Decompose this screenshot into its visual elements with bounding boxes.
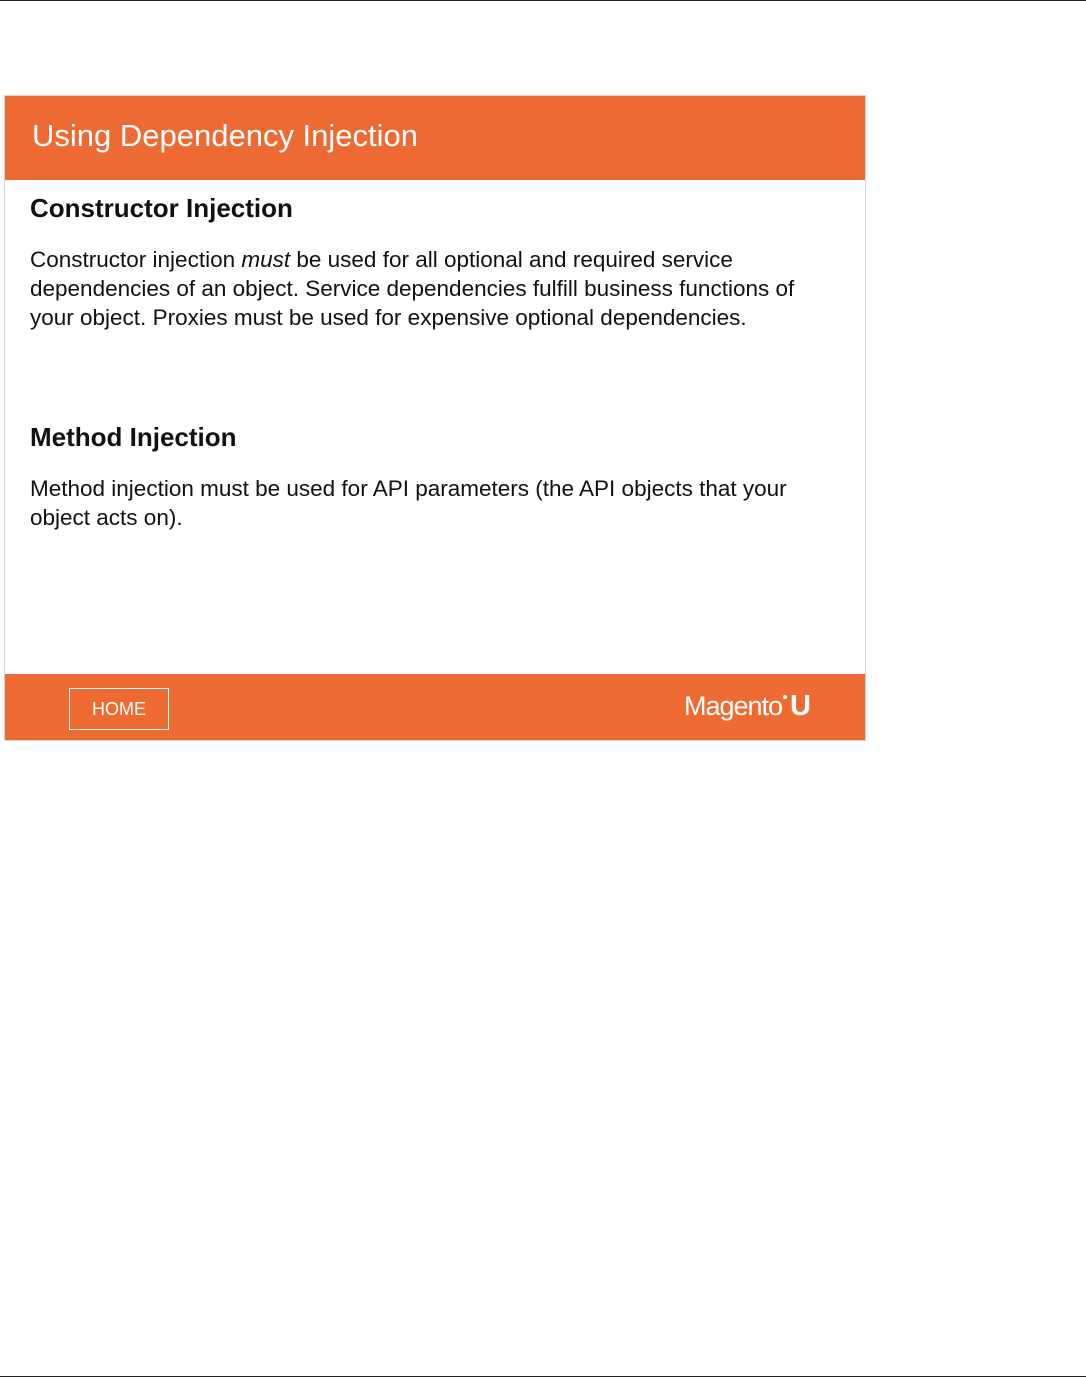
constructor-injection-text	[30, 245, 840, 332]
slide	[4, 95, 866, 741]
page-top-rule	[0, 0, 1086, 1]
slide-header	[5, 96, 865, 180]
page-bottom-rule	[0, 1376, 1086, 1377]
method-injection-text: Method injection must be used for API parameters (the API objects that your object acts on).	[30, 476, 787, 530]
home-button[interactable]: HOME	[69, 688, 169, 730]
method-injection-heading: Method Injection	[30, 422, 237, 452]
brand-suffix: U	[790, 690, 811, 722]
constructor-injection-text-start: Constructor injection	[30, 247, 242, 272]
constructor-injection-text-end: be used for all optional and required service dependencies of an object. Service dependencies fulfill business functions of your object. Proxies must be used for expensive optional dependencies.	[30, 247, 795, 330]
magento-u-logo	[684, 689, 811, 723]
slide-title: Using Dependency Injection	[32, 118, 419, 153]
brand-name: Magento	[683, 691, 783, 721]
slide-footer	[5, 674, 865, 740]
constructor-injection-heading: Constructor Injection	[30, 193, 293, 223]
emphasis-must: must	[241, 247, 291, 272]
brand-dot	[783, 695, 787, 699]
